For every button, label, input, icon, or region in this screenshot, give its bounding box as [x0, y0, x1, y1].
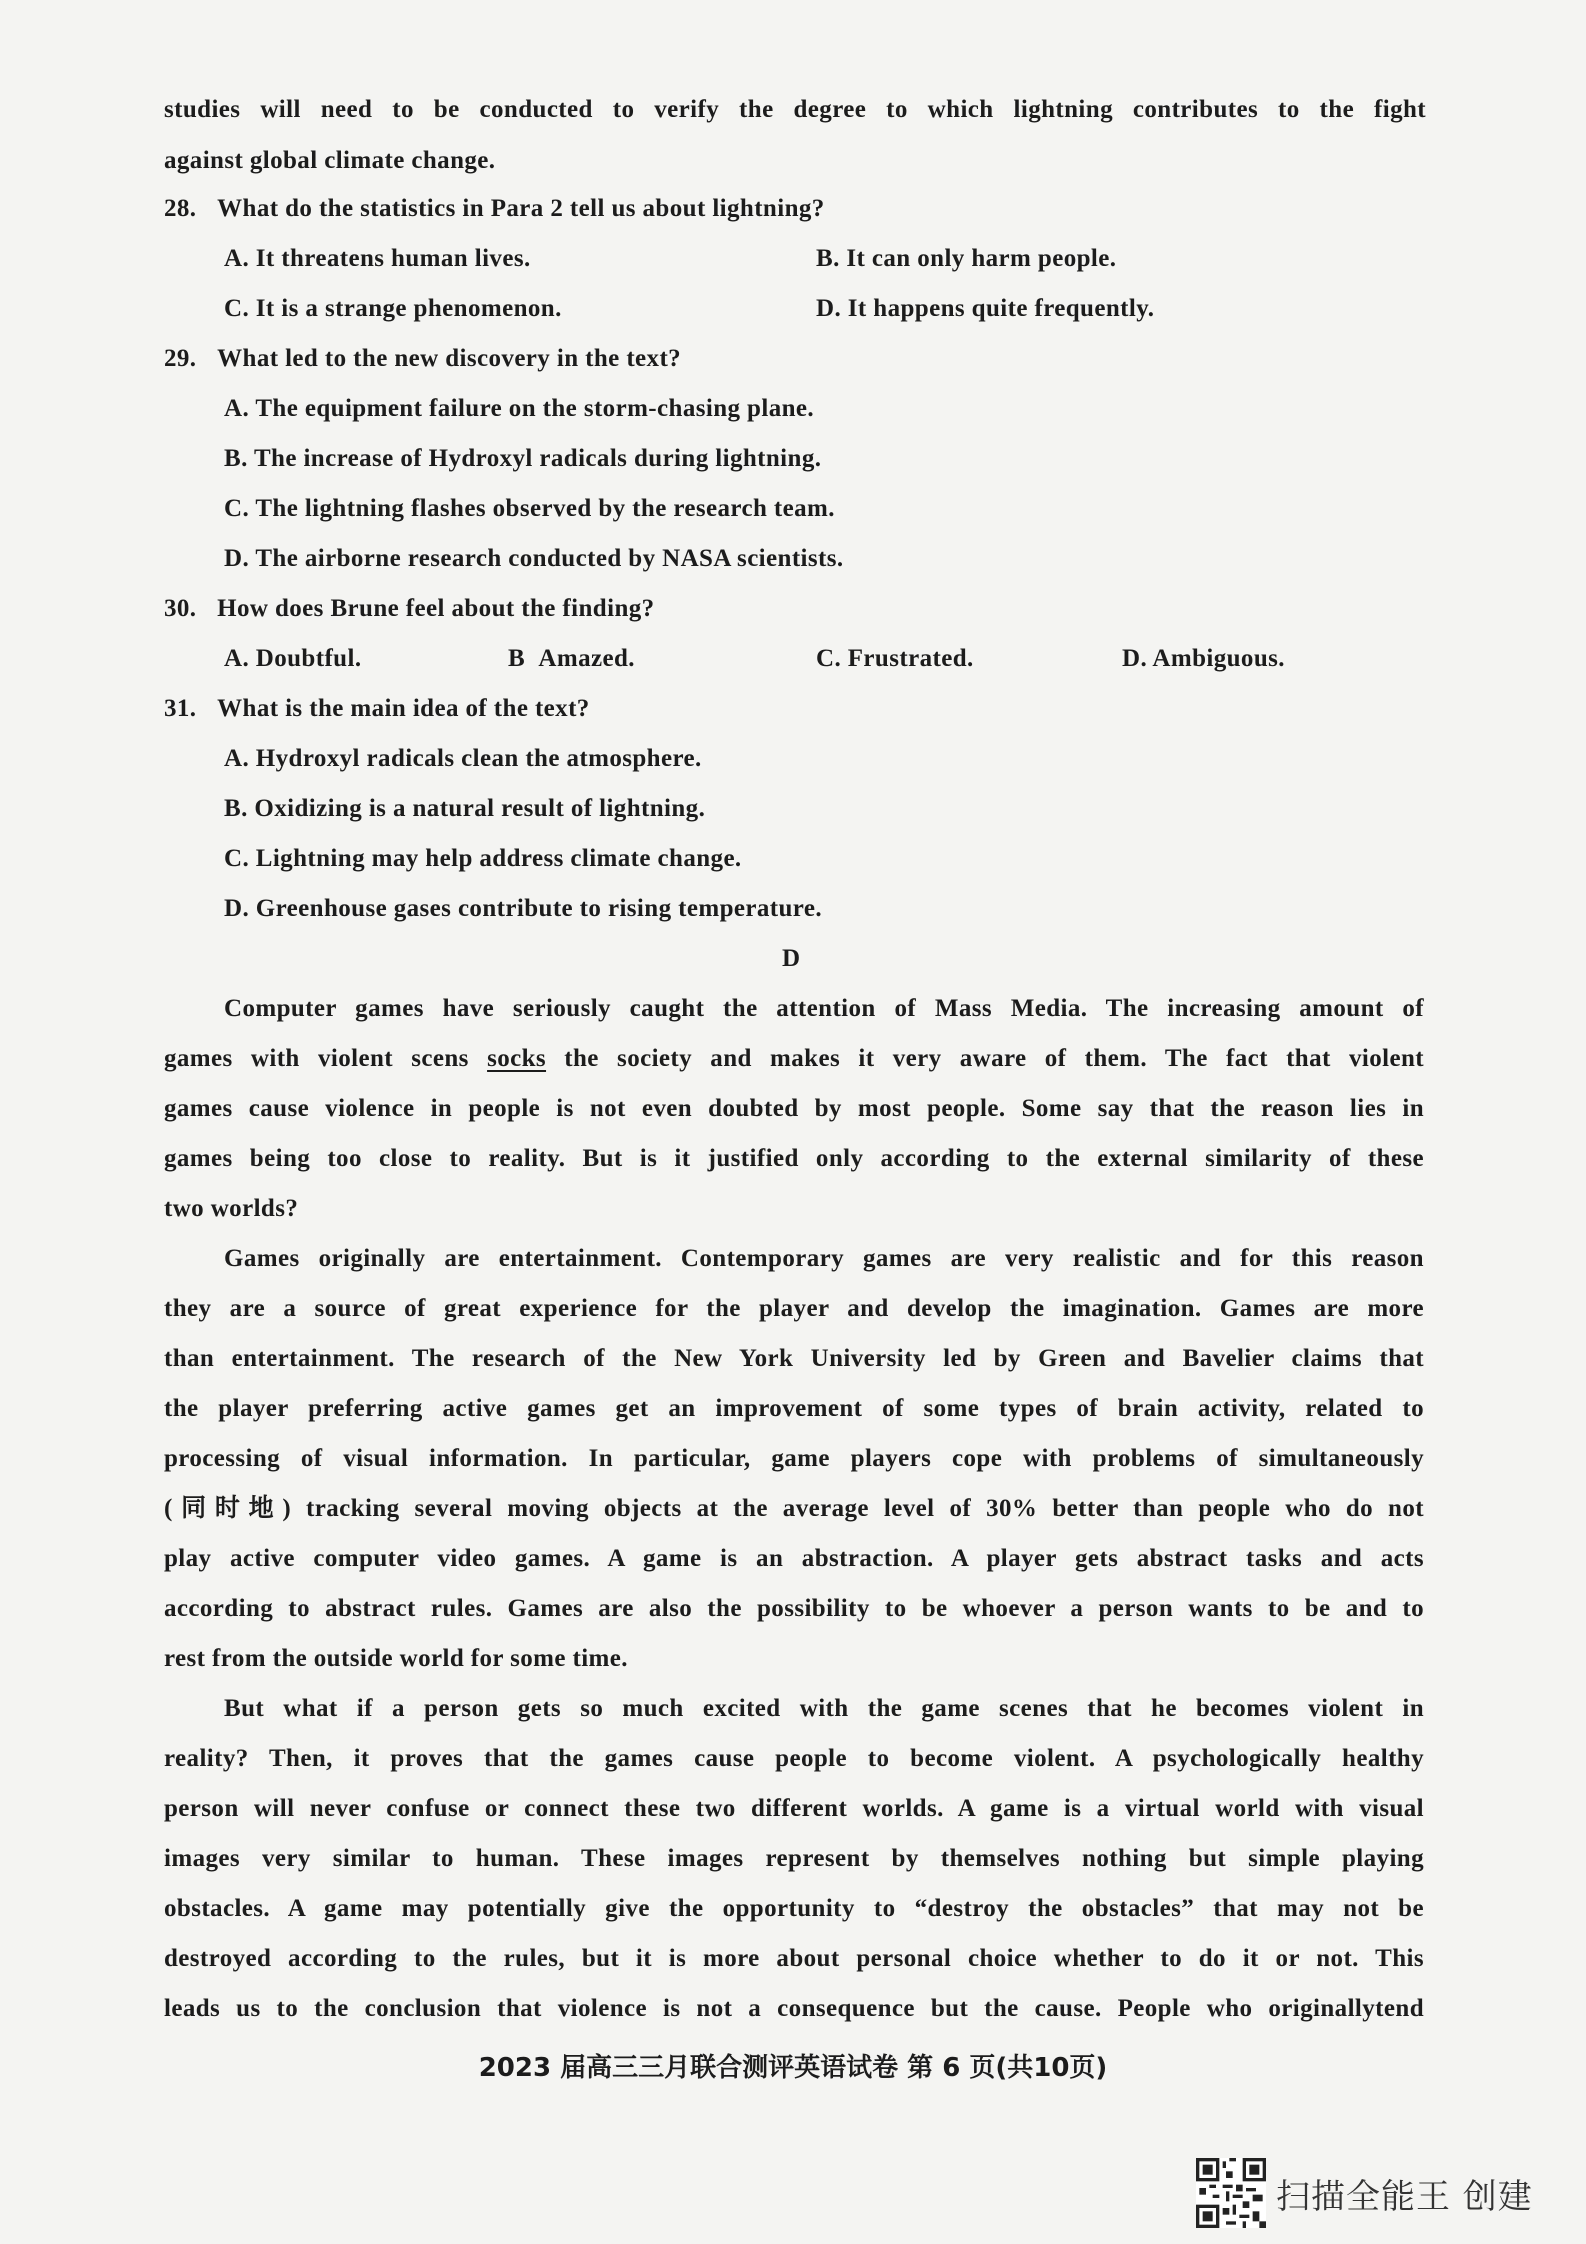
option-letter: A. [224, 245, 250, 272]
passage-line: Computer games have seriously caught the attention of Mass Media. The increasing amount of [224, 995, 1424, 1022]
passage-line: (同时地) tracking several moving objects at the average level of 30% better than people who do not [164, 1495, 1424, 1522]
passage-line: than entertainment. The research of the New York University led by Green and Bavelier claims that [164, 1345, 1424, 1372]
option-letter: B [508, 645, 526, 672]
option-text: It happens quite frequently. [847, 295, 1155, 322]
option-letter: C. [816, 645, 842, 672]
question-31 [164, 694, 590, 724]
question-number: 31. [164, 695, 197, 722]
option-29b [224, 444, 821, 474]
intro-line: studies will need to be conducted to verify the degree to which lightning contributes to the fight [164, 96, 1426, 123]
option-28c [224, 294, 562, 324]
option-text: Oxidizing is a natural result of lightning. [254, 795, 706, 822]
question-stem: What led to the new discovery in the text? [217, 345, 682, 372]
question-stem: What is the main idea of the text? [217, 695, 590, 722]
passage-line: games cause violence in people is not even doubted by most people. Some say that the reason lies in [164, 1095, 1424, 1122]
option-letter: D. [224, 895, 250, 922]
option-31a [224, 744, 702, 774]
section-heading: D [782, 945, 801, 972]
option-30d [1122, 644, 1285, 674]
option-letter: C. [224, 845, 250, 872]
passage-line: But what if a person gets so much excited with the game scenes that he becomes violent in [224, 1695, 1424, 1722]
question-30 [164, 594, 655, 624]
question-number: 30. [164, 595, 197, 622]
option-letter: D. [816, 295, 842, 322]
underlined-word: socks [487, 1045, 547, 1072]
option-31d [224, 894, 822, 924]
question-stem: What do the statistics in Para 2 tell us about lightning? [217, 195, 825, 222]
qr-code-icon [1196, 2158, 1266, 2228]
option-text: Greenhouse gases contribute to rising temperature. [255, 895, 822, 922]
intro-line: against global climate change. [164, 147, 496, 174]
passage-line: destroyed according to the rules, but it is more about personal choice whether to do it or not. This [164, 1945, 1424, 1972]
question-28 [164, 194, 825, 224]
question-number: 29. [164, 345, 197, 372]
question-stem: How does Brune feel about the finding? [217, 595, 655, 622]
page-footer: 2023 届高三三月联合测评英语试卷 第 6 页(共10页) [478, 2053, 1108, 2083]
option-31c [224, 844, 742, 874]
option-text: It is a strange phenomenon. [255, 295, 562, 322]
passage-text: the society and makes it very aware of them. The fact that violent [546, 1045, 1424, 1072]
question-number: 28. [164, 195, 197, 222]
passage-line: images very similar to human. These images represent by themselves nothing but simple playing [164, 1845, 1424, 1872]
question-29 [164, 344, 681, 374]
scanner-watermark [1196, 2157, 1533, 2229]
option-letter: B. [816, 245, 840, 272]
option-text: Lightning may help address climate change. [255, 845, 742, 872]
option-letter: A. [224, 645, 250, 672]
passage-line: leads us to the conclusion that violence is not a consequence but the cause. People who originallytend [164, 1995, 1424, 2022]
passage-line: reality? Then, it proves that the games cause people to become violent. A psychologically healthy [164, 1745, 1424, 1772]
option-29c [224, 494, 835, 524]
option-28b [816, 244, 1116, 274]
option-letter: B. [224, 445, 248, 472]
option-letter: C. [224, 495, 250, 522]
passage-line: processing of visual information. In particular, game players cope with problems of simultaneously [164, 1445, 1424, 1472]
option-text: The airborne research conducted by NASA scientists. [255, 545, 844, 572]
option-letter: B. [224, 795, 248, 822]
option-28d [816, 294, 1154, 324]
option-letter: D. [224, 545, 250, 572]
passage-line: rest from the outside world for some time. [164, 1645, 628, 1672]
passage-line: the player preferring active games get an improvement of some types of brain activity, related to [164, 1395, 1424, 1422]
option-30b [508, 644, 635, 674]
watermark-text: 扫描全能王 创建 [1276, 2176, 1533, 2217]
option-text: Ambiguous. [1152, 645, 1285, 672]
option-29a [224, 394, 814, 424]
option-text: It can only harm people. [846, 245, 1117, 272]
option-letter: C. [224, 295, 250, 322]
option-text: It threatens human lives. [255, 245, 531, 272]
option-letter: A. [224, 745, 250, 772]
option-text: Frustrated. [847, 645, 974, 672]
passage-line: two worlds? [164, 1195, 299, 1222]
option-letter: D. [1122, 645, 1148, 672]
option-30a [224, 644, 361, 674]
option-text: The equipment failure on the storm-chasing plane. [255, 395, 815, 422]
passage-line: they are a source of great experience for the player and develop the imagination. Games are more [164, 1295, 1424, 1322]
option-31b [224, 794, 705, 824]
option-letter: A. [224, 395, 250, 422]
passage-line: Games originally are entertainment. Contemporary games are very realistic and for this reason [224, 1245, 1424, 1272]
option-30c [816, 644, 974, 674]
passage-line: games being too close to reality. But is it justified only according to the external similarity of these [164, 1145, 1424, 1172]
passage-line: play active computer video games. A game is an abstraction. A player gets abstract tasks and acts [164, 1545, 1424, 1572]
option-29d [224, 544, 844, 574]
option-text: Hydroxyl radicals clean the atmosphere. [255, 745, 702, 772]
option-text: The lightning flashes observed by the research team. [255, 495, 835, 522]
passage-line: according to abstract rules. Games are also the possibility to be whoever a person wants to be and to [164, 1595, 1424, 1622]
passage-line: person will never confuse or connect these two different worlds. A game is a virtual world with visual [164, 1795, 1424, 1822]
option-text: Doubtful. [255, 645, 362, 672]
passage-line: obstacles. A game may potentially give the opportunity to “destroy the obstacles” that may not be [164, 1895, 1424, 1922]
option-text: Amazed. [538, 645, 635, 672]
option-28a [224, 244, 531, 274]
option-text: The increase of Hydroxyl radicals during lightning. [253, 445, 822, 472]
passage-line [164, 1044, 1424, 1074]
passage-text: games with violent scens [164, 1045, 488, 1072]
